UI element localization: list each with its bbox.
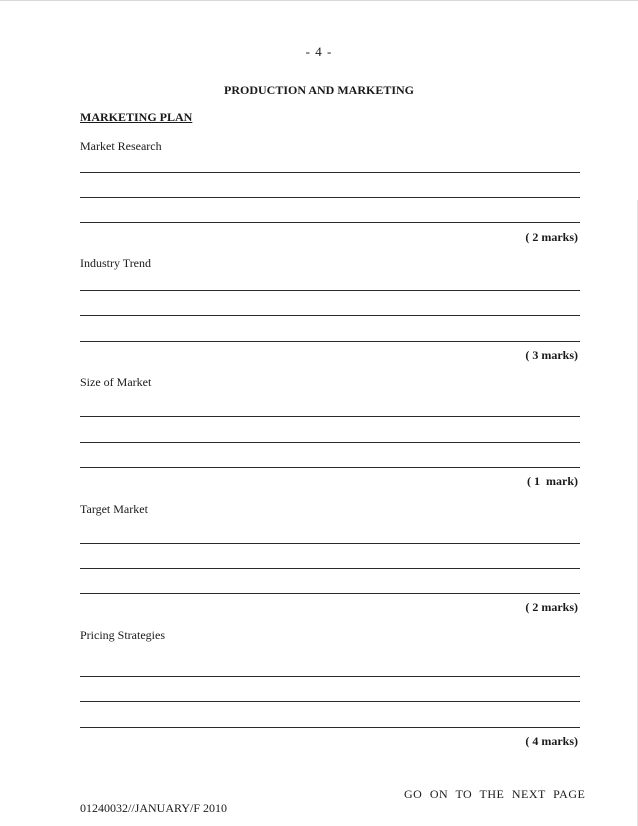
answer-line[interactable] — [80, 593, 580, 594]
top-scan-edge — [0, 0, 638, 1]
exam-code: 01240032//JANUARY/F 2010 — [80, 801, 228, 815]
next-page-note: GO ON TO THE NEXT PAGE — [404, 787, 586, 801]
marks-industry-trend: ( 3 marks) — [525, 348, 578, 362]
question-label-market-research: Market Research — [80, 139, 162, 153]
answer-line[interactable] — [80, 222, 580, 223]
answer-line[interactable] — [80, 315, 580, 316]
question-label-industry-trend: Industry Trend — [80, 256, 152, 270]
marks-size-of-market: ( 1 mark) — [527, 474, 578, 488]
answer-line[interactable] — [80, 568, 580, 569]
answer-line[interactable] — [80, 701, 580, 702]
section-title: MARKETING PLAN — [80, 110, 193, 124]
answer-line[interactable] — [80, 341, 580, 342]
marks-market-research: ( 2 marks) — [525, 230, 578, 244]
answer-line[interactable] — [80, 543, 580, 544]
question-label-target-market: Target Market — [80, 502, 148, 516]
answer-line[interactable] — [80, 442, 580, 443]
question-label-pricing-strategies: Pricing Strategies — [80, 628, 165, 642]
marks-pricing-strategies: ( 4 marks) — [525, 734, 578, 748]
answer-line[interactable] — [80, 197, 580, 198]
page-number: - 4 - — [305, 44, 333, 59]
answer-line[interactable] — [80, 467, 580, 468]
answer-line[interactable] — [80, 676, 580, 677]
answer-line[interactable] — [80, 172, 580, 173]
answer-line[interactable] — [80, 727, 580, 728]
answer-line[interactable] — [80, 416, 580, 417]
question-label-size-of-market: Size of Market — [80, 375, 152, 389]
answer-line[interactable] — [80, 290, 580, 291]
page-heading: PRODUCTION AND MARKETING — [223, 83, 414, 97]
marks-target-market: ( 2 marks) — [525, 600, 578, 614]
